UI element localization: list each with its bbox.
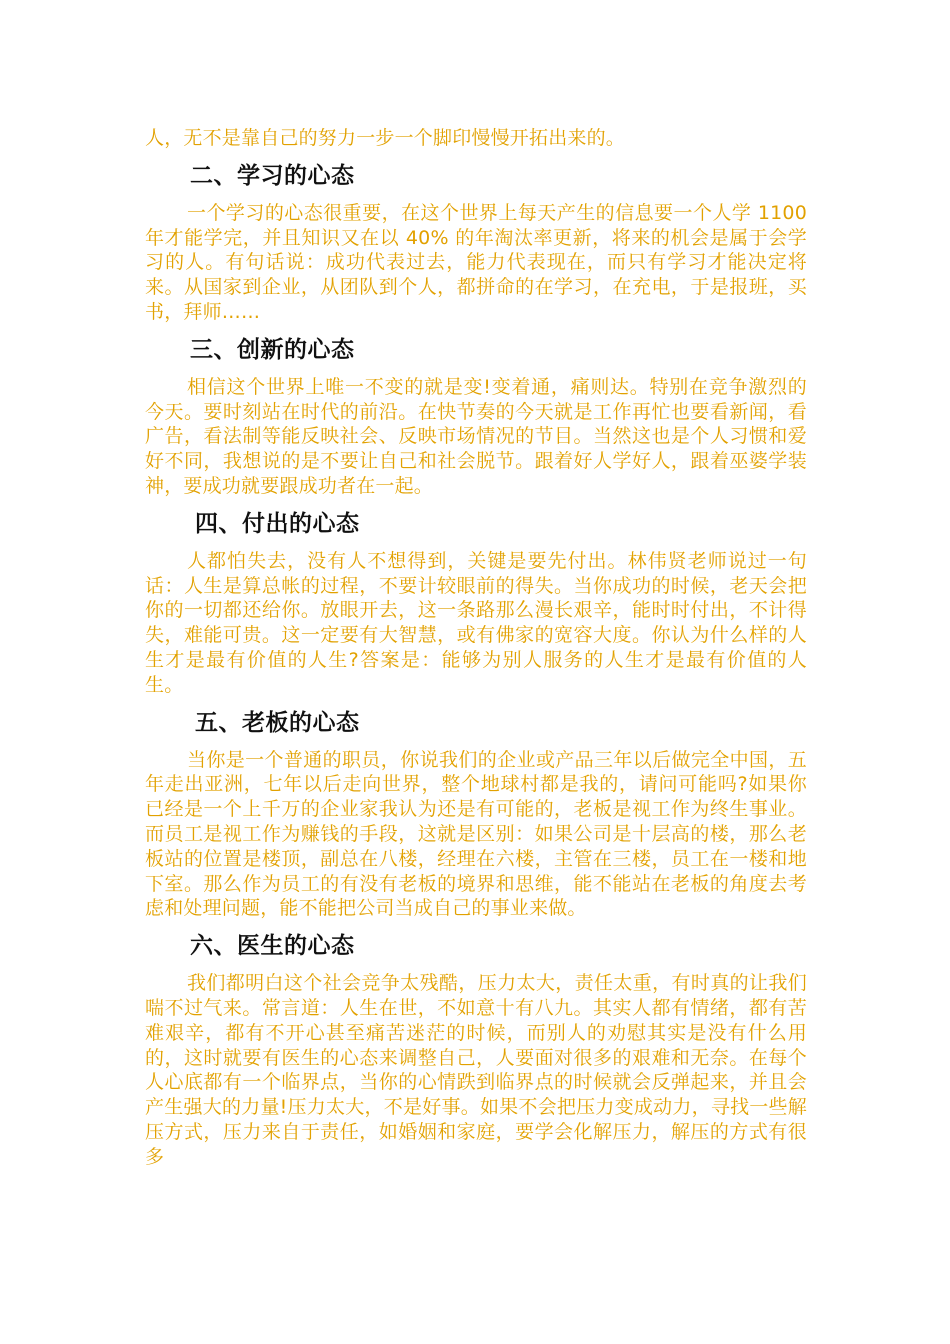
paragraph-learning-mindset: 一个学习的心态很重要，在这个世界上每天产生的信息要一个人学 1100 年才能学完，并且知识又在以 40% 的年淘汰率更新，将来的机会是属于会学习的人。有句话说：成功代表过去，能力代表现在，而只有学习才能决定将来。从国家到企业，从团队到个人，都拼命的在学习，在充电，于是报班，买书，拜师…… <box>145 201 807 323</box>
heading-boss-mindset: 五、老板的心态 <box>195 709 360 736</box>
document-page <box>145 126 807 1170</box>
paragraph-boss-mindset: 当你是一个普通的职员，你说我们的企业或产品三年以后做完全中国，五年走出亚洲，七年以后走向世界，整个地球村都是我的，请问可能吗?如果你已经是一个上千万的企业家我认为还是有可能的，老板是视工作为终生事业。而员工是视工作为赚钱的手段，这就是区别：如果公司是十层高的楼，那么老板站的位置是楼顶，副总在八楼，经理在六楼，主管在三楼，员工在一楼和地下室。那么作为员工的有没有老板的境界和思维，能不能站在老板的角度去考虑和处理问题，能不能把公司当成自己的事业来做。 <box>145 748 807 920</box>
paragraph-giving-mindset: 人都怕失去，没有人不想得到，关键是要先付出。林伟贤老师说过一句话：人生是算总帐的过程，不要计较眼前的得失。当你成功的时候，老天会把你的一切都还给你。放眼开去，这一条路那么漫长艰辛，能时时付出，不计得失，难能可贵。这一定要有大智慧，或有佛家的宽容大度。你认为什么样的人生才是最有价值的人生?答案是：能够为别人服务的人生才是最有价值的人生。 <box>145 549 807 696</box>
heading-innovation-mindset: 三、创新的心态 <box>190 336 355 363</box>
heading-learning-mindset: 二、学习的心态 <box>190 162 355 189</box>
intro-tail-paragraph: 人，无不是靠自己的努力一步一个脚印慢慢开拓出来的。 <box>145 127 626 149</box>
paragraph-innovation-mindset: 相信这个世界上唯一不变的就是变!变着通，痛则达。特别在竞争激烈的今天。要时刻站在时代的前沿。在快节奏的今天就是工作再忙也要看新闻，看广告，看法制等能反映社会、反映市场情况的节目。当然这也是个人习惯和爱好不同，我想说的是不要让自己和社会脱节。跟着好人学好人，跟着巫婆学装神，要成功就要跟成功者在一起。 <box>145 375 807 497</box>
paragraph-doctor-mindset: 我们都明白这个社会竞争太残酷，压力太大，责任太重，有时真的让我们喘不过气来。常言道：人生在世，不如意十有八九。其实人都有情绪，都有苦难艰辛，都有不开心甚至痛苦迷茫的时候，而别人的劝慰其实是没有什么用的，这时就要有医生的心态来调整自己，人要面对很多的艰难和无奈。在每个人心底都有一个临界点，当你的心情跌到临界点的时候就会反弹起来，并且会产生强大的力量!压力太大，不是好事。如果不会把压力变成动力，寻找一些解压方式，压力来自于责任，如婚姻和家庭，要学会化解压力，解压的方式有很多 <box>145 972 807 1168</box>
heading-giving-mindset: 四、付出的心态 <box>195 510 360 537</box>
heading-doctor-mindset: 六、医生的心态 <box>190 933 355 960</box>
